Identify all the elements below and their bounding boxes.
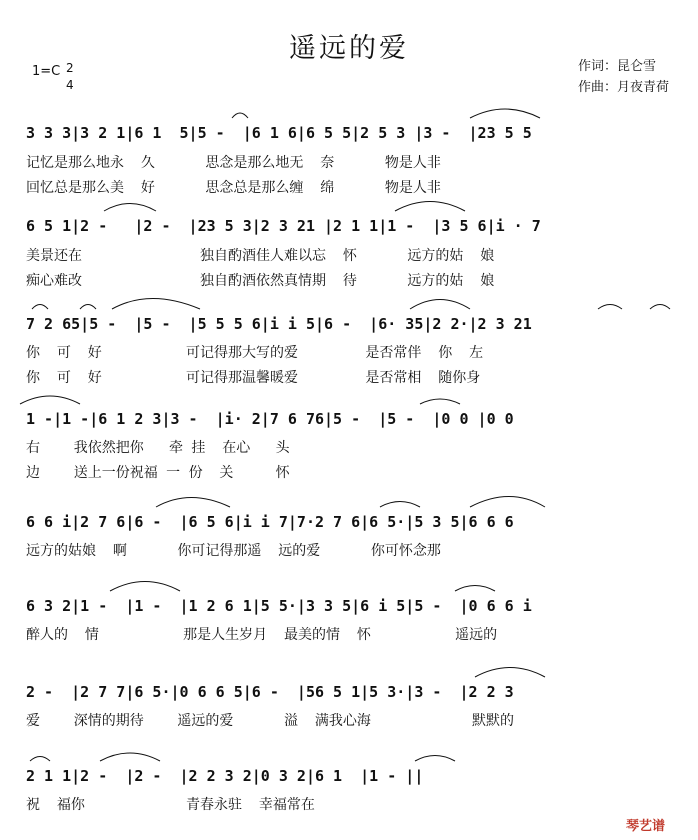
lyric-row-2b: 痴心难改 独自酌酒依然真情期 待 远方的姑 娘 xyxy=(26,273,495,289)
lyric-row-4b: 边 送上一份祝福 一 份 关 怀 xyxy=(26,465,290,481)
composer-credit: 作曲：月夜青荷 xyxy=(578,80,670,95)
lyric-row-6: 醉人的 情 那是人生岁月 最美的情 怀 遥远的 xyxy=(26,627,498,643)
notes-row-5: 6 6 i|2 7 6|6 - |6 5 6|i i 7|7·2 7 6|6 5·|5 3 5|6 6 6 xyxy=(26,513,514,531)
lyric-row-7: 爱 深情的期待 遥远的爱 溢 满我心海 默默的 xyxy=(26,713,515,729)
lyric-row-2a: 美景还在 独自酌酒佳人难以忘 怀 远方的姑 娘 xyxy=(26,248,495,264)
notes-row-4: 1 -|1 -|6 1 2 3|3 - |i· 2|7 6 76|5 - |5 - |0 0 |0 0 xyxy=(26,410,514,428)
song-title: 遥远的爱 xyxy=(289,33,409,64)
notes-row-8: 2 1 1|2 - |2 - |2 2 3 2|0 3 2|6 1 |1 - || xyxy=(26,767,424,785)
notes-row-2: 6 5 1|2 - |2 - |23 5 3|2 3 21 |2 1 1|1 - |3 5 6|i · 7 xyxy=(26,217,541,235)
lyric-row-5: 远方的姑娘 啊 你可记得那遥 远的爱 你可怀念那 xyxy=(26,543,441,559)
notes-row-7: 2 - |2 7 7|6 5·|0 6 6 5|6 - |56 5 1|5 3·|3 - |2 2 3 xyxy=(26,683,514,701)
lyric-row-1b: 回忆总是那么美 好 思念总是那么缠 绵 物是人非 xyxy=(26,180,441,196)
time-signature xyxy=(66,60,74,94)
notes-row-6: 6 3 2|1 - |1 - |1 2 6 1|5 5·|3 3 5|6 i 5|5 - |0 6 6 i xyxy=(26,597,532,615)
lyric-row-3a: 你 可 好 可记得那大写的爱 是否常伴 你 左 xyxy=(26,345,484,361)
notes-row-1: 3 3 3|3 2 1|6 1 5|5 - |6 1 6|6 5 5|2 5 3 |3 - |23 5 5 xyxy=(26,124,532,142)
lyric-row-1a: 记忆是那么地永 久 思念是那么地无 奈 物是人非 xyxy=(26,155,441,171)
notes-row-3: 7 2 65|5 - |5 - |5 5 5 6|i i 5|6 - |6· 35|2 2·|2 3 21 xyxy=(26,315,532,333)
time-bottom: 4 xyxy=(66,78,74,92)
key-signature: 1=C xyxy=(32,64,61,79)
lyric-row-3b: 你 可 好 可记得那温馨暖爱 是否常相 随你身 xyxy=(26,370,481,386)
watermark-logo: 琴艺谱 xyxy=(626,819,666,834)
lyric-row-8: 祝 福你 青春永驻 幸福常在 xyxy=(26,797,315,813)
lyricist-credit: 作词：昆仑雪 xyxy=(578,59,657,74)
time-top: 2 xyxy=(66,61,74,75)
lyric-row-4a: 右 我依然把你 牵 挂 在心 头 xyxy=(26,440,290,456)
